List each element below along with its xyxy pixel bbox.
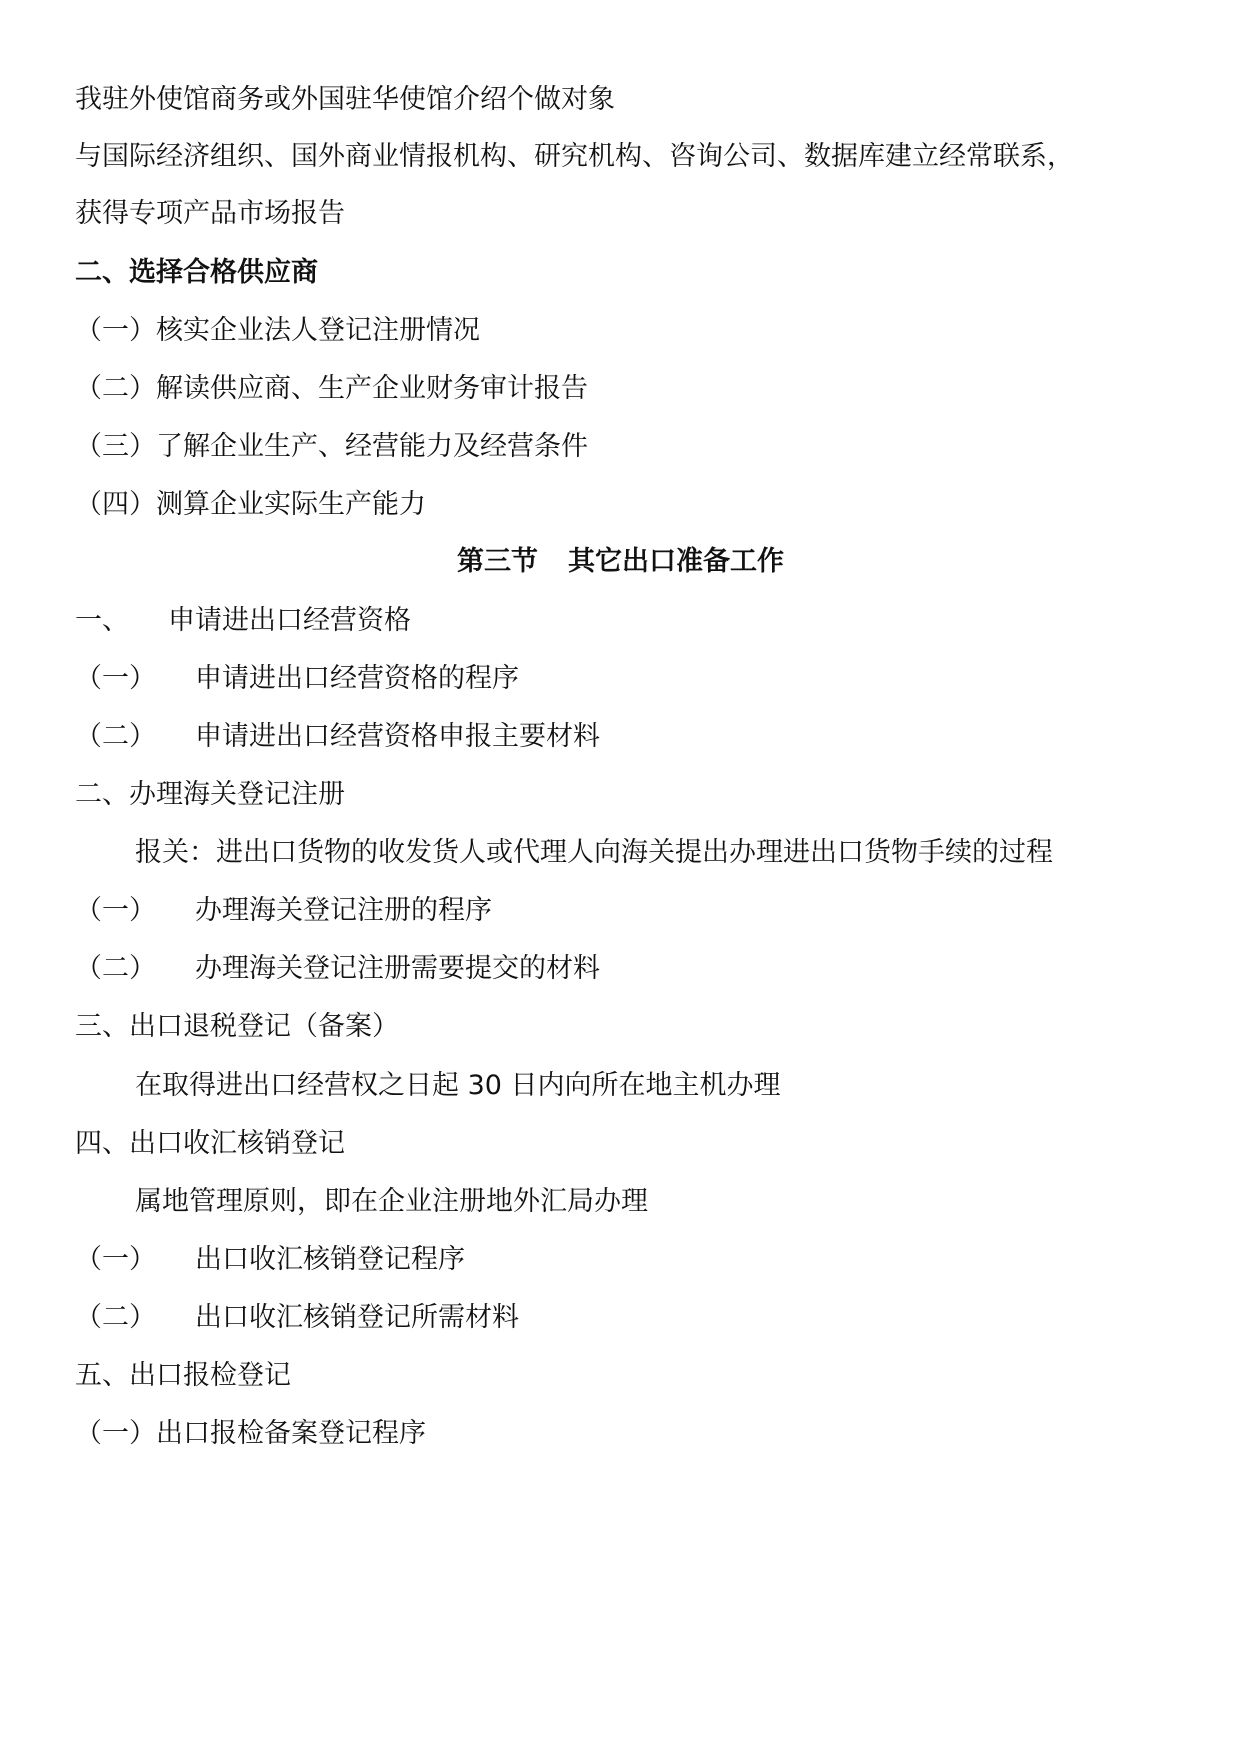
sub-item: （一）出口报检备案登记程序: [75, 1418, 426, 1449]
note-text: 在取得进出口经营权之日起 30 日内向所在地主机办理: [135, 1070, 781, 1101]
item-text: 办理海关登记注册需要提交的材料: [195, 953, 600, 984]
item-heading: 四、出口收汇核销登记: [75, 1128, 345, 1159]
list-item: （一）核实企业法人登记注册情况: [75, 315, 480, 346]
item-text: 申请进出口经营资格的程序: [195, 663, 519, 694]
note-text: 报关：进出口货物的收发货人或代理人向海关提出办理进出口货物手续的过程: [135, 837, 1053, 868]
section-heading: 二、选择合格供应商: [75, 257, 318, 288]
section-title: [0, 544, 1241, 580]
sub-item: [75, 951, 600, 987]
item-heading: 五、出口报检登记: [75, 1360, 291, 1391]
item-text: 申请进出口经营资格申报主要材料: [195, 721, 600, 752]
item-text: 办理海关登记注册的程序: [195, 895, 492, 926]
sub-item: [75, 719, 600, 755]
item-number: （二）: [75, 721, 156, 752]
item-heading: 二、办理海关登记注册: [75, 779, 345, 810]
item-heading: 三、出口退税登记（备案）: [75, 1011, 399, 1042]
item-number: 一、: [75, 605, 129, 636]
text-line: 与国际经济组织、国外商业情报机构、研究机构、咨询公司、数据库建立经常联系，: [75, 141, 1074, 172]
sub-item: [75, 1300, 519, 1336]
section-number: 第三节: [457, 546, 538, 577]
list-item: （三）了解企业生产、经营能力及经营条件: [75, 431, 588, 462]
section-name: 其它出口准备工作: [568, 546, 784, 577]
item-number: （一）: [75, 895, 156, 926]
item-number: （二）: [75, 1302, 156, 1333]
list-item: （四）测算企业实际生产能力: [75, 489, 426, 520]
item-text: 申请进出口经营资格: [168, 605, 411, 636]
note-text: 属地管理原则，即在企业注册地外汇局办理: [135, 1186, 648, 1217]
item-heading: [75, 603, 411, 639]
sub-item: [75, 1242, 465, 1278]
text-line: 获得专项产品市场报告: [75, 198, 345, 229]
item-text: 出口收汇核销登记所需材料: [195, 1302, 519, 1333]
item-number: （一）: [75, 1244, 156, 1275]
sub-item: [75, 661, 519, 697]
item-number: （二）: [75, 953, 156, 984]
text-line: 我驻外使馆商务或外国驻华使馆介绍个做对象: [75, 84, 615, 115]
item-text: 出口收汇核销登记程序: [195, 1244, 465, 1275]
item-number: （一）: [75, 663, 156, 694]
sub-item: [75, 893, 492, 929]
list-item: （二）解读供应商、生产企业财务审计报告: [75, 373, 588, 404]
